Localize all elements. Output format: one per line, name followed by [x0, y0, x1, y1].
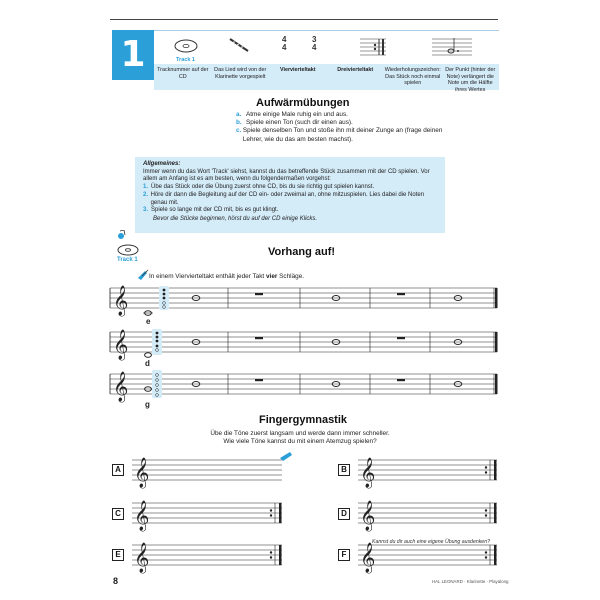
- note-name-d: d: [145, 359, 150, 368]
- footer-imprint: HAL LEONARD · Klarinette · Playalong: [432, 579, 509, 584]
- warmup-title: Aufwärmübungen: [256, 97, 350, 109]
- chapter-number: 1: [112, 30, 154, 80]
- own-exercise-hint: Kannst du dir auch eine eigene Übung ausdenken?: [372, 539, 490, 545]
- treble-clef-icon: 𝄞: [113, 286, 129, 316]
- vorhang-track-label: Track 1: [117, 257, 138, 263]
- exercise-e-label: E: [112, 549, 124, 561]
- exercise-d-staff: [358, 503, 497, 523]
- legend-track-number: Tracknummer auf der CD: [157, 67, 209, 80]
- finger-title: Fingergymnastik: [259, 414, 348, 426]
- svg-text:𝄞: 𝄞: [360, 501, 376, 531]
- vorhang-staff-2: [110, 332, 497, 352]
- svg-text:𝄞: 𝄞: [134, 543, 150, 573]
- vorhang-title: Vorhang auf!: [268, 246, 336, 258]
- note-name-g: g: [145, 400, 150, 409]
- svg-text:𝄞: 𝄞: [134, 458, 150, 488]
- exercise-a-staff: [132, 460, 282, 480]
- note-name-e: e: [146, 317, 151, 326]
- treble-clef-icon: 𝄞: [113, 372, 129, 402]
- exercise-f-staff: [358, 545, 497, 565]
- vorhang-staff-3: [110, 374, 497, 394]
- time-sig-44: 4 4: [282, 35, 287, 52]
- svg-text:𝄞: 𝄞: [360, 543, 376, 573]
- info-intro: Immer wenn du das Wort 'Track' siehst, kannst du das betreffende Stück zusammen mit der CD spielen. Vor allem am Anfang ist es am besten, wenn du folgendermaßen vorgehst:: [143, 168, 430, 183]
- legend-44: Viervierteltakt: [279, 67, 316, 73]
- warmup-item-a: a. Atme einige Male ruhig ein und aus.: [236, 111, 348, 118]
- page-number: 8: [113, 576, 119, 586]
- legend-34: Dreivierteltakt: [337, 67, 374, 73]
- svg-text:𝄞: 𝄞: [134, 501, 150, 531]
- whole-rest: [255, 293, 263, 295]
- legend-dot: Der Punkt (hinter der Note) verlängert die Note um die Hälfte ihres Wertes: [445, 67, 496, 93]
- info-step-2: 2. Höre dir dann die Begleitung auf der CD ein- oder zweimal an, ohne mitzuspielen. Lies dabei die Noten genau mit.: [143, 191, 425, 206]
- info-step-1: 1. Übe das Stück oder die Übung zuerst ohne CD, bis du sie richtig gut spielen kannst.: [143, 184, 375, 191]
- finger-subtitle: Übe die Töne zuerst langsam und werde dann immer schneller. Wie viele Töne kannst du mit einem Atemzug spielen?: [210, 430, 390, 446]
- whole-note: [145, 353, 152, 358]
- exercise-c-staff: [132, 503, 282, 523]
- vorhang-instruction: In einem Viervierteltakt enthält jeder Takt vier Schläge.: [149, 273, 305, 280]
- warmup-item-b: b. Spiele einen Ton (such dir einen aus).: [236, 119, 353, 127]
- exercise-a-label: A: [112, 464, 124, 476]
- legend-repeat: Wiederholungszeichen: Das Stück noch einmal spielen: [384, 67, 441, 87]
- time-sig-34: 3 4: [312, 35, 317, 52]
- info-step-3: 3. Spiele so lange mit der CD mit, bis es gut klingt.: [143, 207, 279, 214]
- hand-pointer-icon: [138, 270, 148, 280]
- svg-text:𝄞: 𝄞: [360, 458, 376, 488]
- hand-pointer-icon: [280, 452, 292, 461]
- info-closing: Bevor die Stücke beginnen, hörst du auf der CD einige Klicks.: [153, 215, 318, 222]
- exercise-f-label: F: [338, 549, 350, 561]
- exercise-e-staff: [132, 545, 282, 565]
- exercise-b-staff: [358, 460, 497, 480]
- exercise-b-label: B: [338, 464, 350, 476]
- exercise-c-label: C: [112, 508, 124, 520]
- whole-rest: [397, 293, 405, 295]
- treble-clef-icon: 𝄞: [113, 330, 129, 360]
- legend-track-label: Track 1: [176, 57, 195, 63]
- info-title: Allgemeines:: [143, 161, 181, 167]
- exercise-d-label: D: [338, 508, 350, 520]
- warmup-item-c: c. Spiele denselben Ton und stoße ihn mit deiner Zunge an (frage deinen Lehrer, wie du das am besten machst).: [236, 127, 443, 143]
- legend-clarinet: Das Lied wird von der Klarinette vorgespielt: [214, 67, 267, 80]
- staff-1-end-bar: [495, 288, 498, 308]
